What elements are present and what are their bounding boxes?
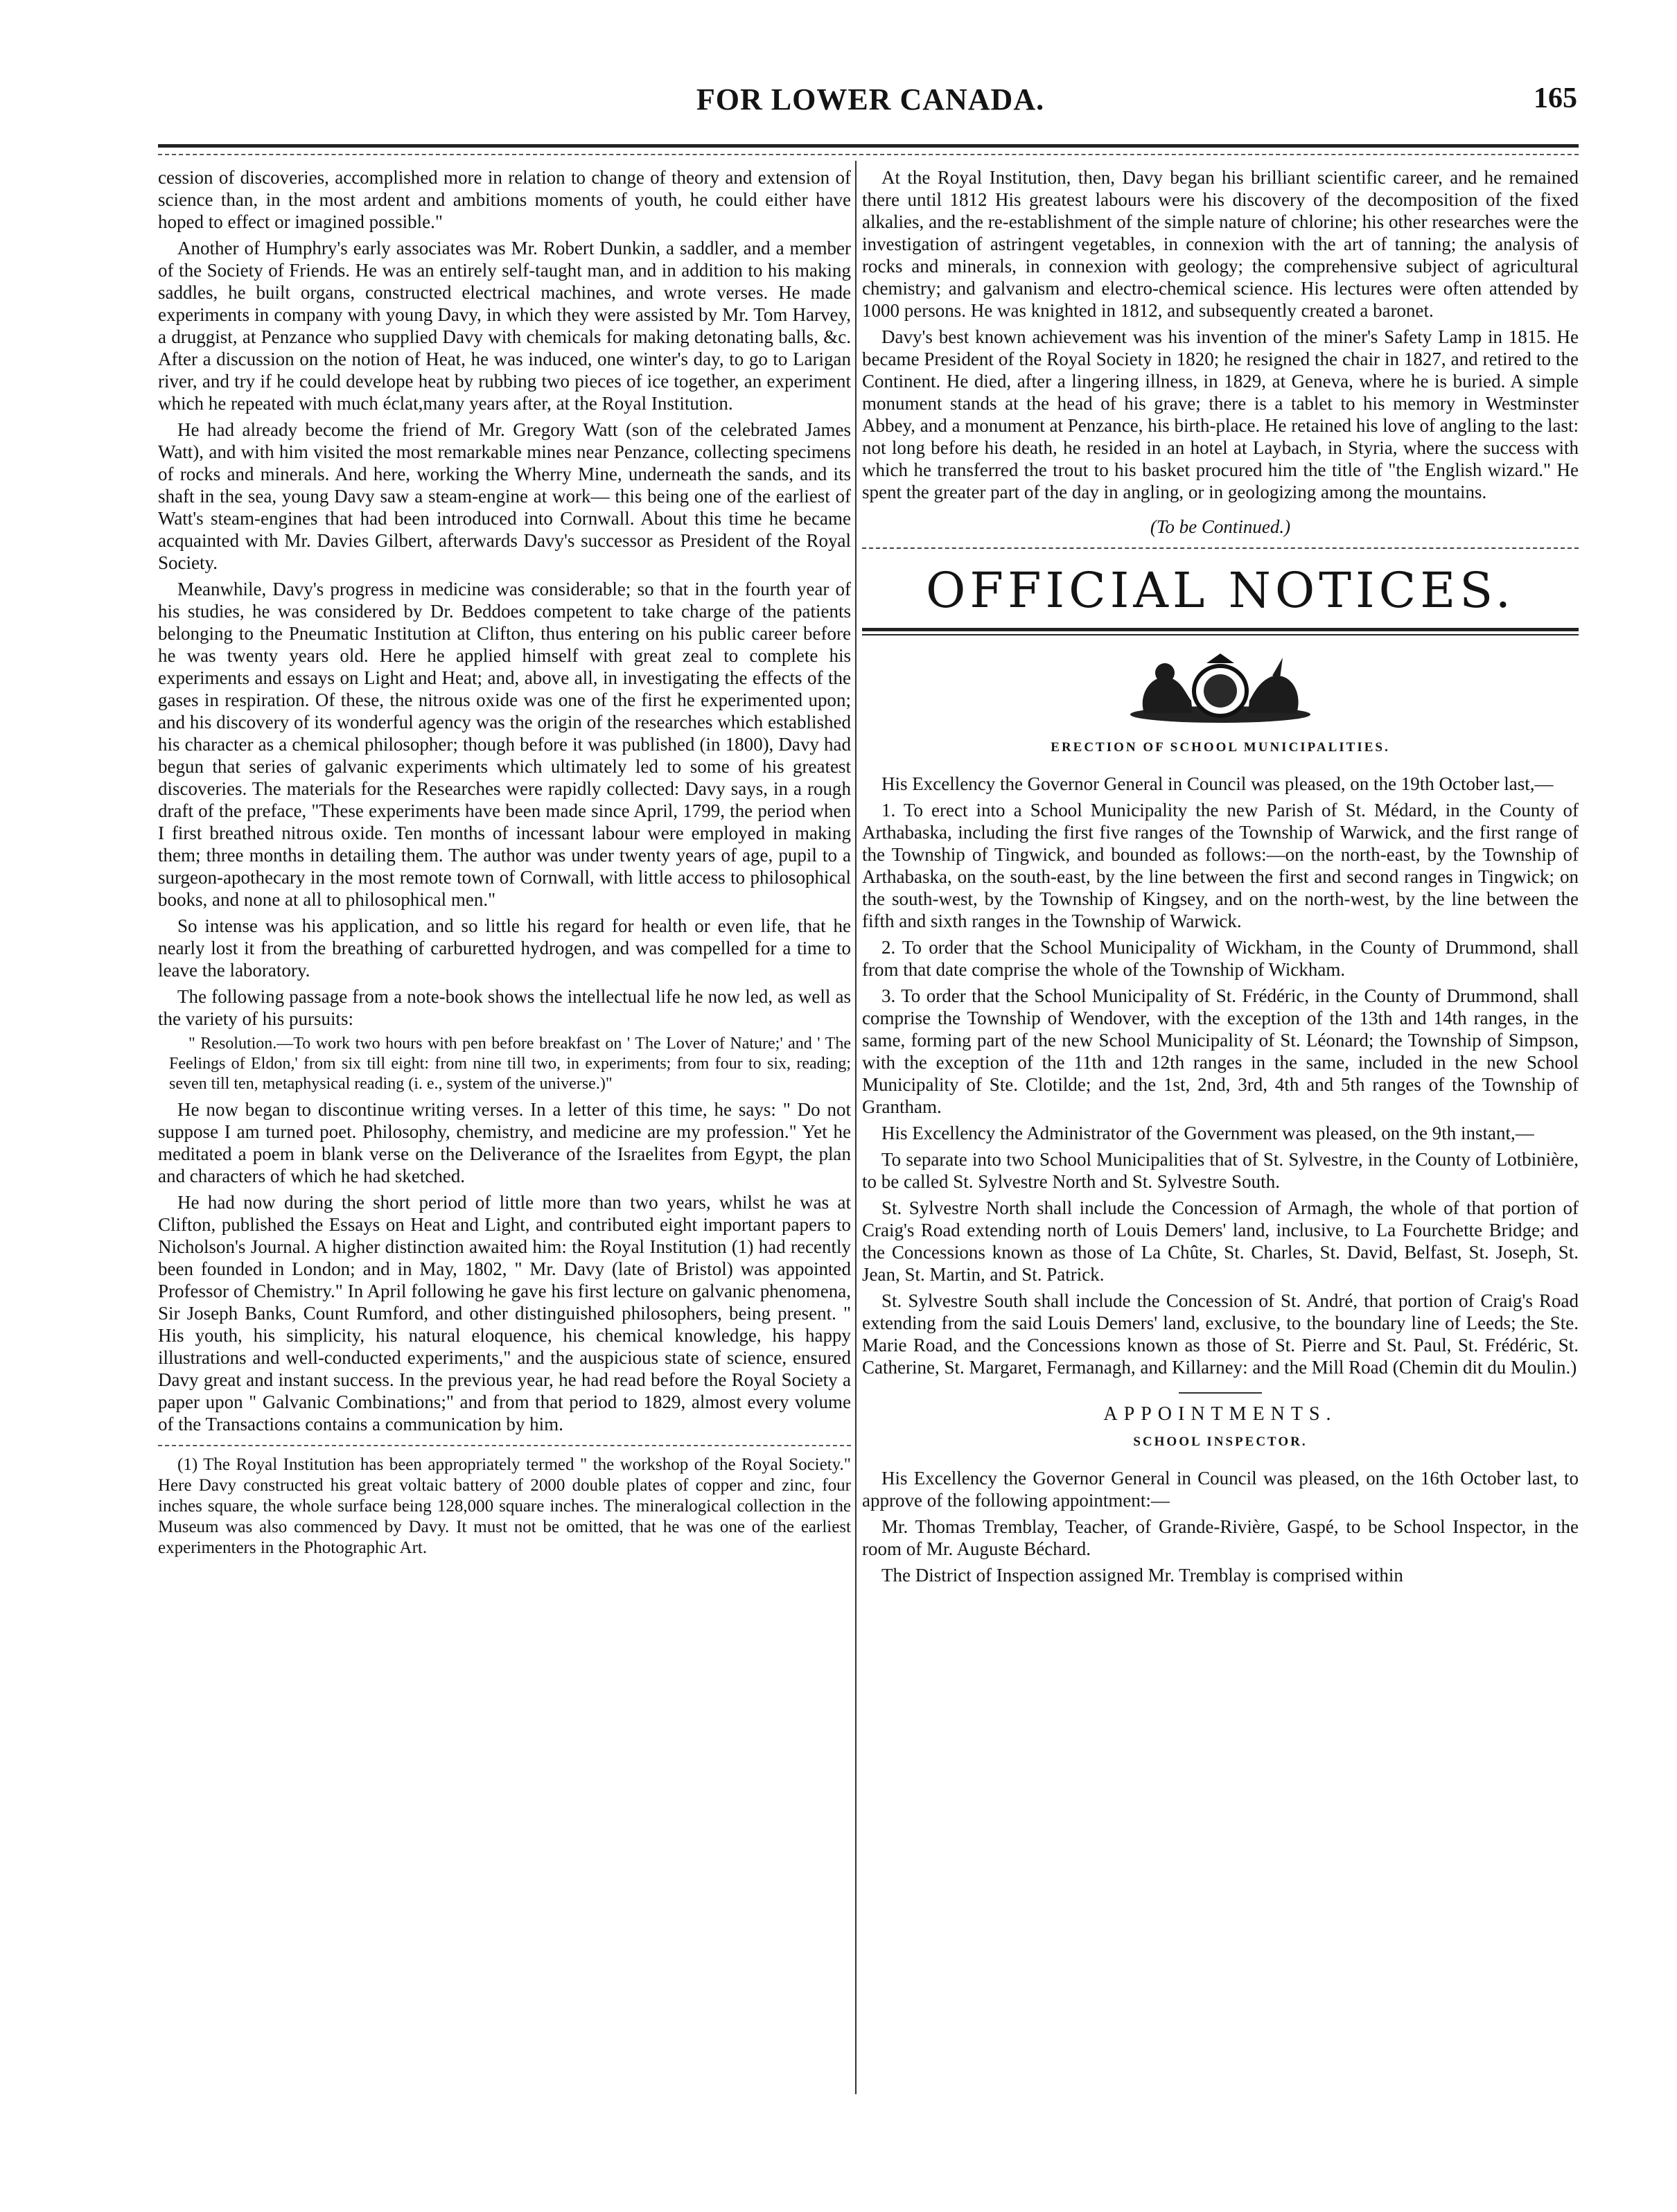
notice-subheading: ERECTION OF SCHOOL MUNICIPALITIES. [1051, 740, 1390, 755]
column-divider [855, 161, 857, 2094]
paragraph: cession of discoveries, accomplished more in relation to change of theory and extension of science than, in the most ardent and ambitions moments of youth, he could either have hoped to effect or imagined possible." [158, 167, 851, 232]
appointment-paragraph: His Excellency the Governor General in Council was pleased, on the 16th October last, to approve of the following appointment:— [862, 1468, 1579, 1511]
header-rule [158, 144, 1579, 148]
notice-paragraph: 2. To order that the School Municipality of Wickham, in the County of Drummond, shall from that date comprise the whole of the Township of Wickham. [862, 937, 1579, 980]
notebook-quote: " Resolution.—To work two hours with pen before breakfast on ' The Lover of Nature;' and ' The Feelings of Eldon,' from six till eight: from nine till two, in experiments; from four to six, reading; seven till ten, metaphysical reading (i. e., system of the universe.)" [169, 1035, 851, 1093]
paragraph: The following passage from a note-book shows the intellectual life he now led, as well as the variety of his pursuits: [158, 986, 851, 1029]
notice-paragraph: 1. To erect into a School Municipality the new Parish of St. Médard, in the County of Arthabaska, including the first five ranges of the Township of Warwick, and the first range of the Township of Tingwick, and bounded as follows:—on the north-east, by the Township of Arthabaska, on the south-east, by the line between the first and second ranges in Tingwick; on the south-west, by the Township of Kingsey, and on the north-west, by the line between the fifth and sixth ranges in the Township of Warwick. [862, 800, 1579, 931]
appointment-paragraph: The District of Inspection assigned Mr. Tremblay is comprised within [881, 1565, 1403, 1586]
paragraph: Another of Humphry's early associates was Mr. Robert Dunkin, a saddler, and a member of the Society of Friends. He was an entirely self-taught man, and in addition to his making saddles, he built organs, constructed electrical machines, and wrote verses. He made experiments in company with young Davy, in which they were assisted by Mr. Tom Harvey, a druggist, at Penzance who supplied Davy with chemicals for making detonating balls, &c. After a discussion on the notion of Heat, he was induced, one winter's day, to go to Larigan river, and try if he could develope heat by rubbing two pieces of ice together, an experiment which he repeated with much éclat,many years after, at the Royal Institution. [158, 238, 851, 414]
appointments-subheading: SCHOOL INSPECTOR. [1133, 1434, 1308, 1449]
notice-paragraph: To separate into two School Municipalities that of St. Sylvestre, in the County of Lotbinière, to be called St. Sylvestre North and St. Sylvestre South. [862, 1149, 1579, 1192]
paragraph: He had already become the friend of Mr. Gregory Watt (son of the celebrated James Watt), and with him visited the most remarkable mines near Penzance, collecting specimens of rocks and minerals. And here, working the Wherry Mine, underneath the sands, and its shaft in the sea, young Davy saw a steam-engine at work— this being one of the earliest of Watt's steam-engines that had been introduced into Cornwall. About this time he became acquainted with Mr. Davies Gilbert, afterwards Davy's successor as President of the Royal Society. [158, 419, 851, 573]
paragraph: He now began to discontinue writing verses. In a letter of this time, he says: " Do not suppose I am turned poet. Philosophy, chemistry, and medicine are my profession." Yet he meditated a poem in blank verse on the Deliverance of the Israelites from Egypt, the plan and characters of which he had sketched. [158, 1099, 851, 1186]
appointments-heading: APPOINTMENTS. [1103, 1403, 1337, 1425]
notice-paragraph: 3. To order that the School Municipality of St. Frédéric, in the County of Drummond, shall comprise the Township of Wendover, with the exception of the 13th and 14th ranges, in the same, forming part of the new School Municipality of St. Léonard; the Township of Simpson, with the exception of the 11th and 12th ranges in the same, included in the new School Municipality of Ste. Clotilde; and the 1st, 2nd, 3rd, 4th and 5th ranges of the Township of Grantham. [862, 985, 1579, 1117]
footnote-rule [158, 1445, 851, 1446]
notice-paragraph: St. Sylvestre South shall include the Concession of St. André, that portion of Craig's Road extending from the said Louis Demers' land, exclusive, to the boundary line of Leeds; the Ste. Marie Road, and the Concessions known as those of St. Pierre and St. Paul, St. Frédéric, St. Catherine, St. Margaret, Fermanagh, and Killarney: and the Mill Road (Chemin dit du Moulin.) [862, 1290, 1579, 1378]
paragraph: At the Royal Institution, then, Davy began his brilliant scientific career, and he remained there until 1812 His greatest labours were his discovery of the decomposition of the fixed alkalies, and the re-establishment of the simple nature of chlorine; his other researches were the investigation of astringent vegetables, in connexion with the art of tanning; the analysis of rocks and minerals, in connexion with geology; the comprehensive subject of agricultural chemistry; and galvanism and electro-chemical science. His lectures were often attended by 1000 persons. He was knighted in 1812, and subsequently created a baronet. [862, 167, 1579, 321]
notice-paragraph: His Excellency the Governor General in Council was pleased, on the 19th October last,— [881, 773, 1554, 794]
royal-arms-emblem [1116, 651, 1324, 727]
paragraph: So intense was his application, and so little his regard for health or even life, that he nearly lost it from the breathing of carburetted hydrogen, and was compelled for a time to leave the laboratory. [158, 915, 851, 981]
paragraph: Meanwhile, Davy's progress in medicine was considerable; so that in the fourth year of his studies, he was considered by Dr. Beddoes competent to take charge of the patients belonging to the Pneumatic Institution at Clifton, thus entering on his public career before he was twenty years old. Here he applied himself with great zeal to complete his experiments and essays on Light and Heat; and, above all, in investigating the effects of the gases in respiration. Of these, the nitrous oxide was one of the first he experimented upon; and his discovery of its wonderful agency was the origin of the researches which established his character as a chemical philosopher; though before it was published (in 1800), Davy had begun that series of galvanic experiments which ultimately led to some of his greatest discoveries. The materials for the Researches were rapidly collected: Davy says, in a rough draft of the preface, "These experiments have been made since April, 1799, the period when I first breathed nitrous oxide. Ten months of incessant labour were employed in making them; three months in detailing them. The author was under twenty years of age, pupil to a surgeon-apothecary in the most remote town of Cornwall, with little access to philosophical books, and none at all to philosophical men." [158, 579, 851, 910]
left-column [158, 166, 851, 1563]
section-double-rule [862, 628, 1579, 635]
paragraph: He had now during the short period of little more than two years, whilst he was at Clifton, published the Essays on Heat and Light, and contributed eight important papers to Nicholson's Journal. A higher distinction awaited him: the Royal Institution (1) had recently been founded in London; and in May, 1802, " Mr. Davy (late of Bristol) was appointed Professor of Chemistry." In April following he gave his first lecture on galvanic phenomena, Sir Joseph Banks, Count Rumford, and other distinguished philosophers, being present. " His youth, his simplicity, his natural eloquence, his chemical knowledge, his happy illustrations and well-conducted experiments," and the auspicious state of science, ensured Davy great and instant success. In the previous year, he had read before the Royal Society a paper upon " Galvanic Combinations;" and from that period to 1829, almost every volume of the Transactions contains a communication by him. [158, 1192, 851, 1434]
page-number: 165 [1534, 82, 1577, 114]
to-be-continued: (To be Continued.) [1150, 516, 1291, 537]
section-dashed-rule [862, 547, 1579, 549]
header-dashed-rule [158, 154, 1579, 155]
page-title: FOR LOWER CANADA. [696, 82, 1045, 116]
right-column [862, 166, 1579, 1590]
running-head [164, 82, 1577, 123]
paragraph: Davy's best known achievement was his invention of the miner's Safety Lamp in 1815. He became President of the Royal Society in 1820; he resigned the chair in 1827, and retired to the Continent. He died, after a lingering illness, in 1829, at Geneva, where he is buried. A simple monument stands at the head of his grave; there is a tablet to his memory in Westminster Abbey, and a monument at Penzance, his birth-place. He retained his love of angling to the last: not long before his death, he resided in an hotel at Laybach, in Styria, where the success with which he transferred the trout to his basket procured him the title of "the English wizard." He spent the greater part of the day in angling, or in geologizing among the mountains. [862, 326, 1579, 502]
footnote: (1) The Royal Institution has been appropriately termed " the workshop of the Royal Society." Here Davy constructed his great voltaic battery of 2000 double plates of copper and zinc, four inches square, the whole surface being 128,000 square inches. The mineralogical collection in the Museum was also commenced by Davy. It must not be omitted, that he was one of the earliest experimenters in the Photographic Art. [158, 1455, 851, 1557]
notice-paragraph: His Excellency the Administrator of the Government was pleased, on the 9th instant,— [881, 1123, 1534, 1143]
notice-paragraph: St. Sylvestre North shall include the Concession of Armagh, the whole of that portion of Craig's Road extending north of Louis Demers' land, inclusive, to La Fourchette Bridge; and the Concessions known as those of La Chûte, St. Charles, St. David, Belfast, St. Joseph, St. Jean, St. Martin, and St. Patrick. [862, 1197, 1579, 1285]
section-title: OFFICIAL NOTICES. [925, 562, 1516, 619]
short-rule [1179, 1392, 1262, 1394]
appointment-paragraph: Mr. Thomas Tremblay, Teacher, of Grande-Rivière, Gaspé, to be School Inspector, in the room of Mr. Auguste Béchard. [862, 1516, 1579, 1559]
